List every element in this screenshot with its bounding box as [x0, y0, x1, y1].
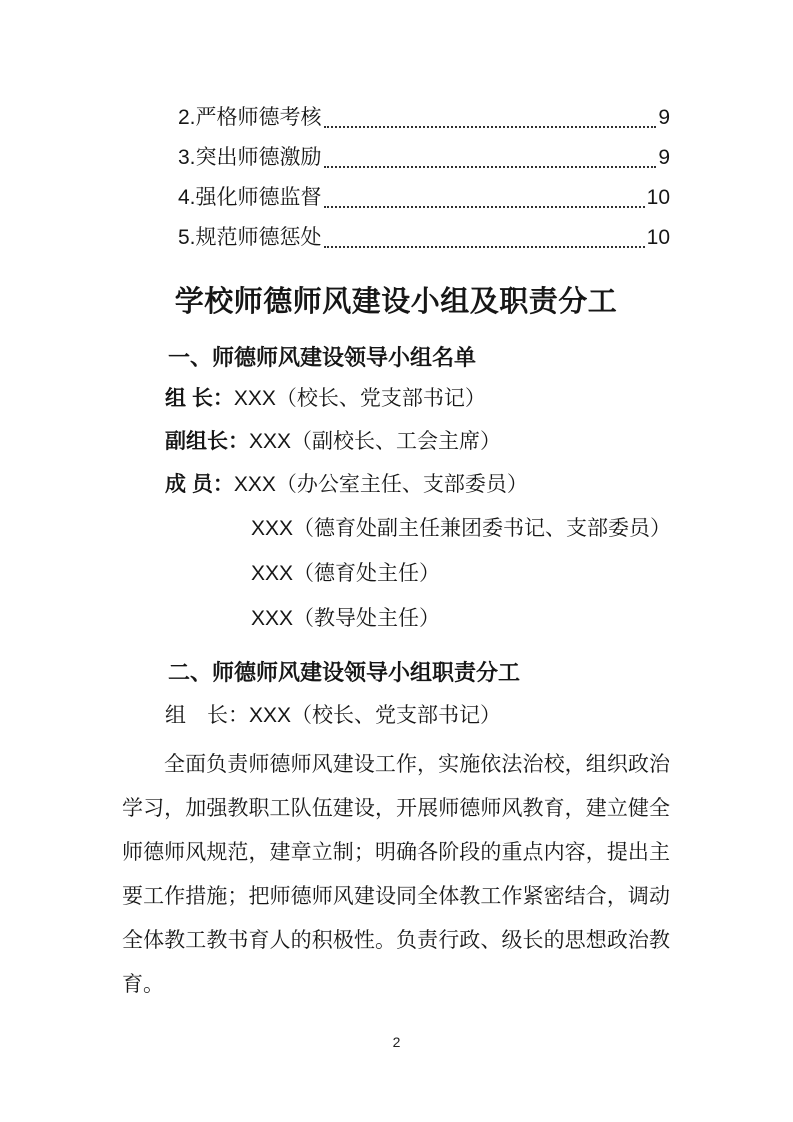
section-heading-1: 一、师德师风建设领导小组名单 — [168, 345, 477, 370]
toc-entry-label[interactable]: 5.规范师德惩处 — [178, 226, 322, 249]
toc-entry — [122, 178, 670, 218]
section-heading-2: 二、师德师风建设领导小组职责分工 — [168, 660, 521, 685]
role-value: XXX（办公室主任、支部委员） — [233, 473, 528, 496]
toc-entry-page: 9 — [658, 106, 670, 129]
toc-dot-leader — [324, 166, 657, 168]
toc-entry — [122, 138, 670, 178]
role-label: 副组长： — [165, 430, 249, 453]
table-of-contents — [122, 98, 670, 258]
role-row-leader — [122, 377, 670, 420]
toc-entry — [122, 98, 670, 138]
toc-entry-label[interactable]: 4.强化师德监督 — [178, 186, 322, 209]
duties-paragraph: 全面负责师德师风建设工作，实施依法治校，组织政治学习，加强教职工队伍建设，开展师德师风教育，建立健全师德师风规范，建章立制；明确各阶段的重点内容，提出主要工作措施；把师德师风建设同全体教工作紧密结合，调动全体教工教书育人的积极性。负责行政、级长的思想政治教育。 — [122, 753, 670, 996]
toc-dot-leader — [324, 246, 645, 248]
members-extra-list — [122, 506, 670, 641]
role-label: 组 长： — [165, 387, 234, 410]
toc-entry-page: 10 — [646, 186, 670, 209]
role-label: 成 员： — [165, 473, 234, 496]
member-extra-row: XXX（德育处主任） — [251, 562, 441, 585]
role-value: XXX（副校长、工会主席） — [249, 430, 502, 453]
toc-entry — [122, 218, 670, 258]
page-title: 学校师德师风建设小组及职责分工 — [174, 286, 618, 318]
role-row-deputy-leader — [122, 420, 670, 463]
toc-entry-label[interactable]: 2.严格师德考核 — [178, 106, 322, 129]
toc-entry-label[interactable]: 3.突出师德激励 — [178, 146, 322, 169]
role-line-leader-duties: 组 长：XXX（校长、党支部书记） — [165, 704, 502, 727]
member-extra-row: XXX（德育处副主任兼团委书记、支部委员） — [251, 517, 672, 540]
role-row-members — [122, 463, 670, 506]
document-content — [122, 98, 670, 1028]
member-extra-row: XXX（教导处主任） — [251, 607, 441, 630]
page-number: 2 — [392, 1034, 401, 1050]
toc-entry-page: 9 — [658, 146, 670, 169]
toc-dot-leader — [324, 126, 657, 128]
toc-entry-page: 10 — [646, 226, 670, 249]
toc-dot-leader — [324, 206, 645, 208]
leadership-roles-list — [122, 377, 670, 506]
role-value: XXX（校长、党支部书记） — [233, 387, 486, 410]
